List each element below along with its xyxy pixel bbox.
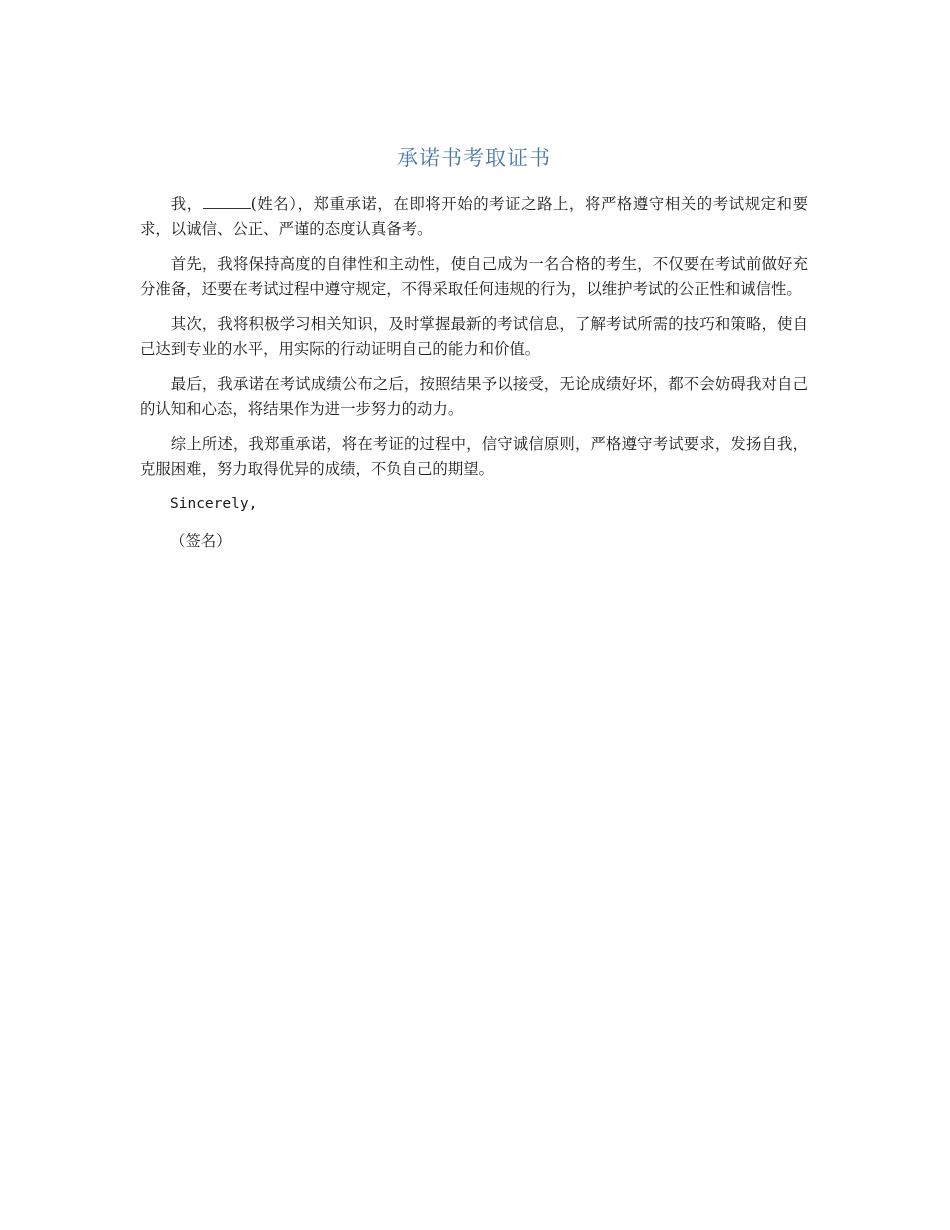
name-blank-line — [203, 193, 251, 209]
signature-placeholder: （签名） — [170, 532, 232, 550]
intro-suffix: (姓名），郑重承诺，在即将开始的考证之路上，将严格遵守相关的考试规定和要求，以诚信、公正、严谨的态度认真备考。 — [140, 195, 808, 238]
intro-prefix: 我， — [170, 195, 203, 213]
closing-text: Sincerely, — [170, 496, 258, 512]
paragraph-last: 最后，我承诺在考试成绩公布之后，按照结果予以接受，无论成绩好坏，都不会妨碍我对自己的认知和心态，将结果作为进一步努力的动力。 — [140, 375, 808, 418]
paragraph-summary: 综上所述，我郑重承诺，将在考证的过程中，信守诚信原则，严格遵守考试要求，发扬自我，克服困难，努力取得优异的成绩，不负自己的期望。 — [140, 435, 808, 478]
paragraph-intro — [140, 192, 808, 242]
document-title: 承诺书考取证书 — [397, 146, 551, 170]
document-page — [140, 140, 808, 554]
paragraph-first: 首先，我将保持高度的自律性和主动性，使自己成为一名合格的考生，不仅要在考试前做好充分准备，还要在考试过程中遵守规定，不得采取任何违规的行为，以维护考试的公正性和诚信性。 — [140, 255, 808, 298]
paragraph-second: 其次，我将积极学习相关知识，及时掌握最新的考试信息，了解考试所需的技巧和策略，使自己达到专业的水平，用实际的行动证明自己的能力和价值。 — [140, 315, 808, 358]
